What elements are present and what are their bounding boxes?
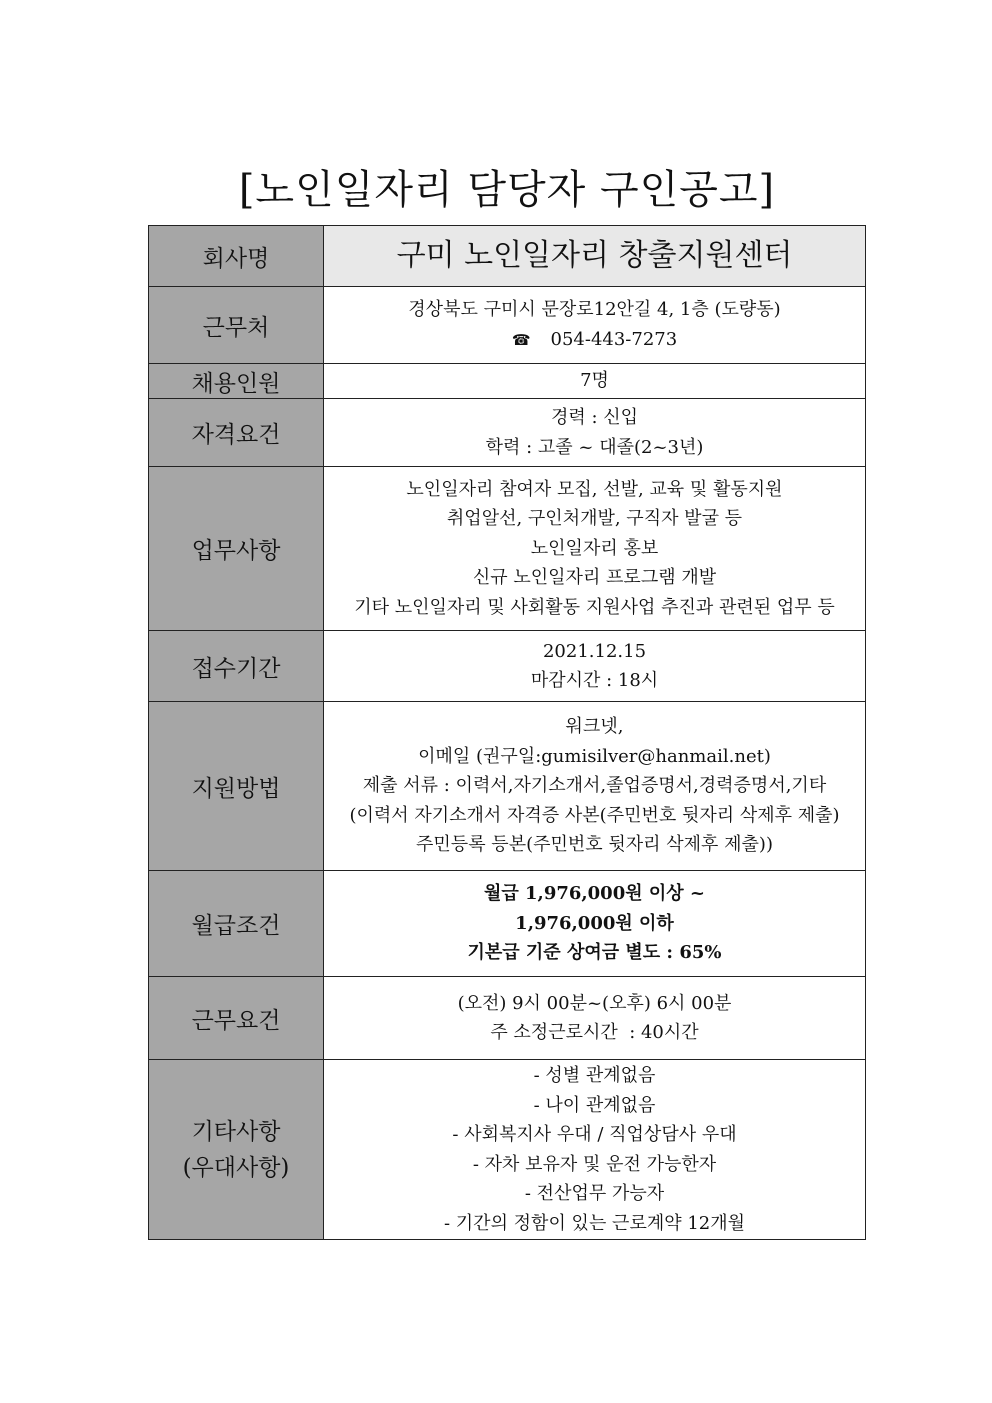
workplace-address: 경상북도 구미시 문장로12안길 4, 1층 (도량동) <box>408 299 781 320</box>
etc-label-line: (우대사항) <box>182 1154 290 1181</box>
etc-line: - 전산업무 가능자 <box>524 1183 665 1204</box>
value-hiring: 7명 <box>324 364 866 399</box>
row-qualification <box>149 399 866 467</box>
label-qualification: 자격요건 <box>149 399 324 467</box>
value-qualification <box>324 399 866 467</box>
row-hiring <box>149 364 866 399</box>
workplace-phone: 054-443-7273 <box>550 328 678 350</box>
salary-line: 월급 1,976,000원 이상 ~ <box>483 883 706 905</box>
duty-line: 기타 노인일자리 및 사회활동 지원사업 추진과 관련된 업무 등 <box>354 596 835 618</box>
etc-line: - 자차 보유자 및 운전 가능한자 <box>472 1153 717 1175</box>
workplace-phone-line <box>324 325 865 356</box>
row-salary <box>149 871 866 977</box>
row-company <box>149 226 866 287</box>
label-hours: 근무요건 <box>149 977 324 1060</box>
value-period <box>324 631 866 702</box>
job-notice-table <box>148 225 866 1240</box>
duty-line: 노인일자리 홍보 <box>530 537 659 559</box>
period-line: 마감시간 : 18시 <box>530 670 659 691</box>
row-hours <box>149 977 866 1060</box>
etc-line: - 사회복지사 우대 / 직업상담사 우대 <box>452 1124 737 1145</box>
phone-icon: ☎ <box>511 330 531 349</box>
duty-line: 노인일자리 참여자 모집, 선발, 교육 및 활동지원 <box>406 478 783 500</box>
label-hiring: 채용인원 <box>149 364 324 399</box>
label-workplace: 근무처 <box>149 287 324 364</box>
value-salary <box>324 871 866 977</box>
method-line: 제출 서류 : 이력서,자기소개서,졸업증명서,경력증명서,기타 <box>362 775 827 797</box>
value-hours <box>324 977 866 1060</box>
method-line: 워크넷, <box>565 716 624 738</box>
etc-line: - 성별 관계없음 <box>533 1065 656 1086</box>
duty-line: 취업알선, 구인처개발, 구직자 발굴 등 <box>446 508 743 530</box>
row-workplace <box>149 287 866 364</box>
salary-line: 1,976,000원 이하 <box>515 912 674 934</box>
label-company: 회사명 <box>149 226 324 287</box>
label-method: 지원방법 <box>149 702 324 871</box>
hours-line: (오전) 9시 00분~(오후) 6시 00분 <box>457 992 732 1014</box>
method-line: 주민등록 등본(주민번호 뒷자리 삭제후 제출)) <box>416 834 773 856</box>
notice-title: [노인일자리 담당자 구인공고] <box>238 167 776 213</box>
label-period: 접수기간 <box>149 631 324 702</box>
qualification-line: 경력 : 신입 <box>550 407 639 428</box>
value-workplace <box>324 287 866 364</box>
label-etc <box>149 1060 324 1240</box>
etc-label-line: 기타사항 <box>191 1118 281 1145</box>
value-company: 구미 노인일자리 창출지원센터 <box>324 226 866 287</box>
label-duties: 업무사항 <box>149 467 324 631</box>
value-duties <box>324 467 866 631</box>
hours-line: 주 소정근로시간 : 40시간 <box>490 1022 699 1043</box>
duty-line: 신규 노인일자리 프로그램 개발 <box>472 567 717 589</box>
salary-line: 기본급 기준 상여금 별도 : 65% <box>467 942 722 964</box>
qualification-line: 학력 : 고졸 ~ 대졸(2~3년) <box>485 436 704 458</box>
row-etc <box>149 1060 866 1240</box>
row-method <box>149 702 866 871</box>
method-line: 이메일 (권구일:gumisilver@hanmail.net) <box>418 745 771 767</box>
value-etc <box>324 1060 866 1240</box>
row-period <box>149 631 866 702</box>
value-method <box>324 702 866 871</box>
method-line: (이력서 자기소개서 자격증 사본(주민번호 뒷자리 삭제후 제출) <box>349 804 840 826</box>
etc-line: - 기간의 정함이 있는 근로계약 12개월 <box>443 1212 746 1234</box>
row-duties <box>149 467 866 631</box>
period-line: 2021.12.15 <box>542 640 647 662</box>
label-salary: 월급조건 <box>149 871 324 977</box>
etc-line: - 나이 관계없음 <box>533 1094 656 1116</box>
